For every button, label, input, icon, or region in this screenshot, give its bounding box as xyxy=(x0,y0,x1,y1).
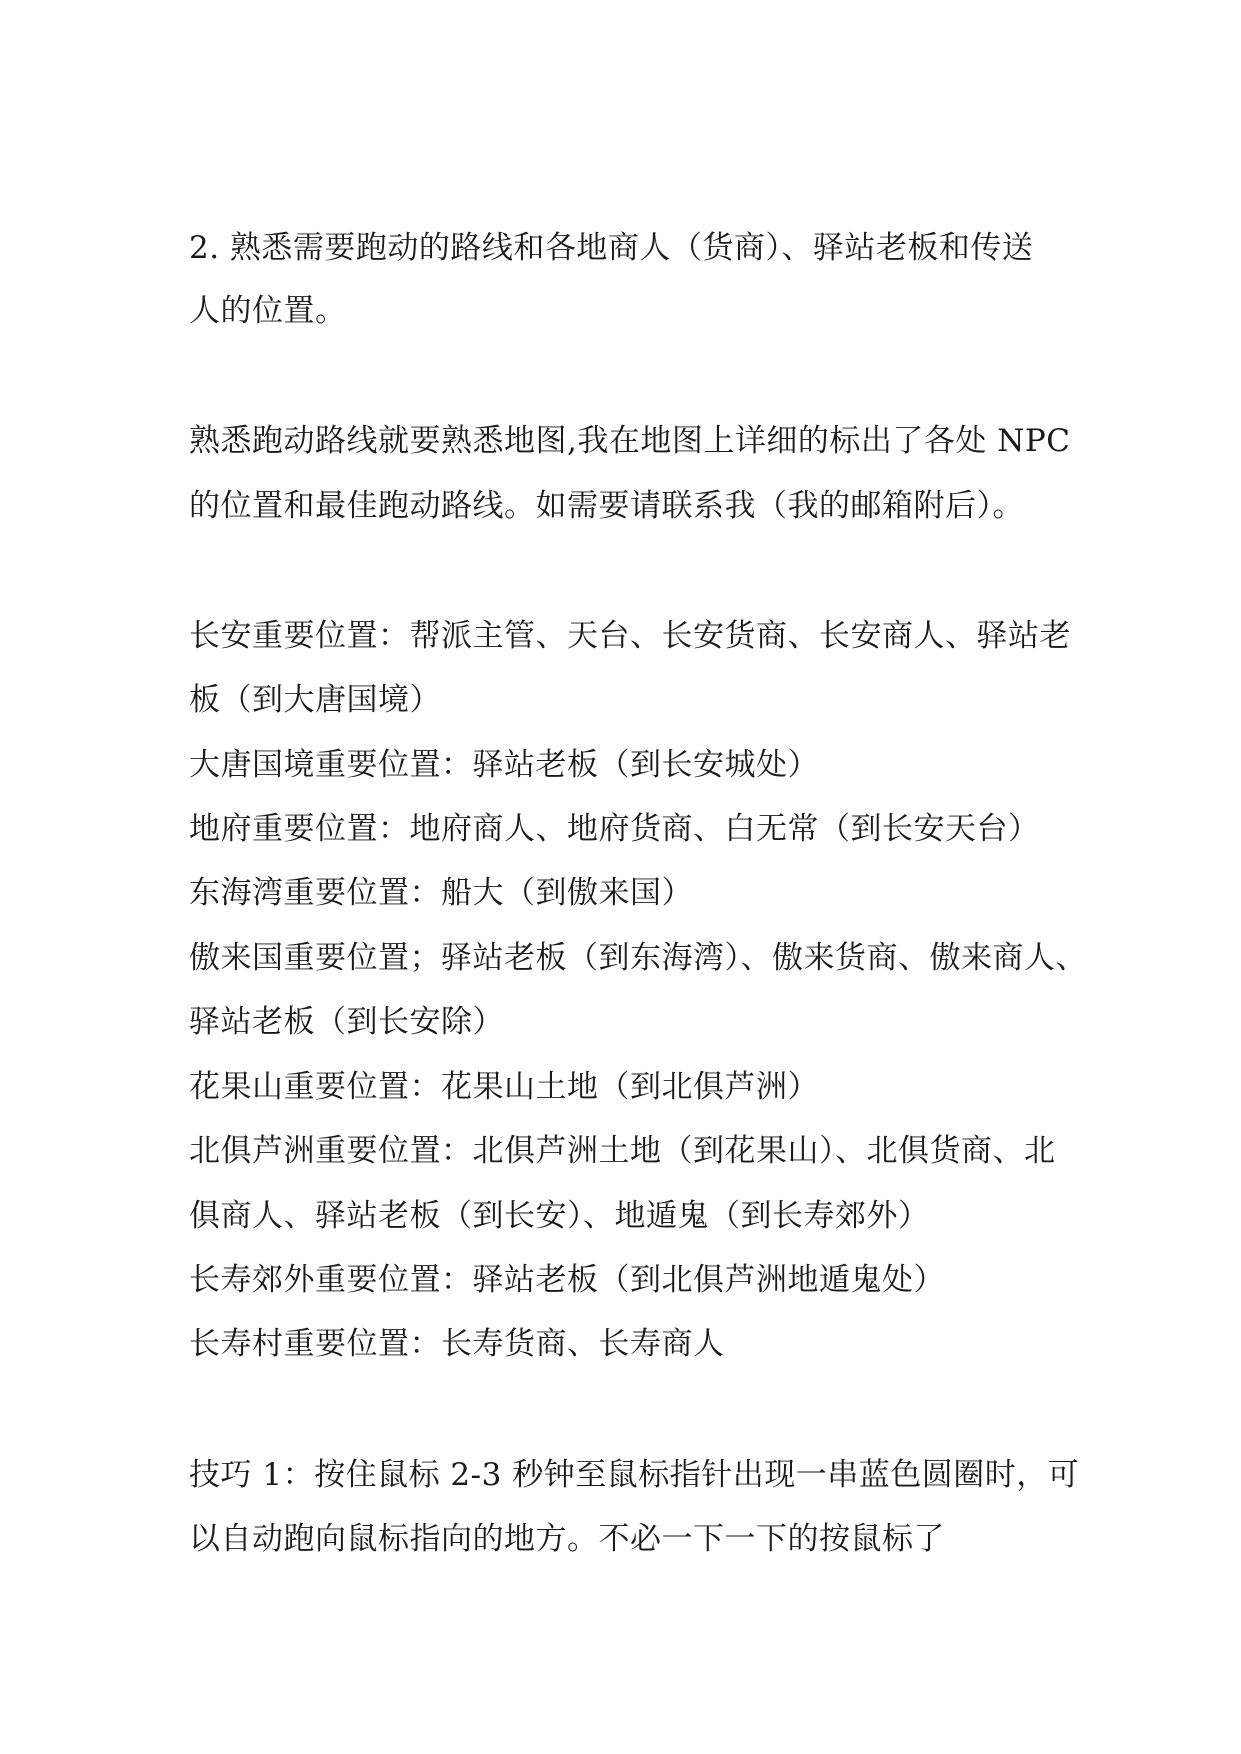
text-line: 东海湾重要位置：船大（到傲来国） xyxy=(189,875,693,911)
text-line: 的位置和最佳跑动路线。如需要请联系我（我的邮箱附后）。 xyxy=(189,488,1024,524)
text-line: 俱商人、驿站老板（到长安）、地遁鬼（到长寿郊外） xyxy=(189,1198,930,1234)
text-line: 驿站老板（到长安除） xyxy=(189,1004,504,1040)
text-line: 傲来国重要位置；驿站老板（到东海湾）、傲来货商、傲来商人、 xyxy=(189,940,1087,976)
text-line: 长寿郊外重要位置：驿站老板（到北俱芦洲地遁鬼处） xyxy=(189,1262,945,1298)
text-line: 人的位置。 xyxy=(189,293,347,329)
text-line: 技巧 1：按住鼠标 2-3 秒钟至鼠标指针出现一串蓝色圆圈时，可 xyxy=(189,1457,1080,1493)
text-line: 长寿村重要位置：长寿货商、长寿商人 xyxy=(189,1326,725,1362)
text-line: 北俱芦洲重要位置：北俱芦洲土地（到花果山）、北俱货商、北 xyxy=(189,1133,1056,1169)
text-line: 花果山重要位置：花果山土地（到北俱芦洲） xyxy=(189,1069,819,1105)
text-line: 板（到大唐国境） xyxy=(189,682,441,718)
text-line: 以自动跑向鼠标指向的地方。不必一下一下的按鼠标了 xyxy=(189,1521,945,1557)
text-line: 地府重要位置：地府商人、地府货商、白无常（到长安天台） xyxy=(189,811,1040,847)
text-line: 2. 熟悉需要跑动的路线和各地商人（货商）、驿站老板和传送 xyxy=(189,230,1034,266)
text-line: 大唐国境重要位置：驿站老板（到长安城处） xyxy=(189,747,819,783)
text-line: 熟悉跑动路线就要熟悉地图,我在地图上详细的标出了各处 NPC xyxy=(189,423,1071,459)
text-line: 长安重要位置：帮派主管、天台、长安货商、长安商人、驿站老 xyxy=(189,618,1071,654)
